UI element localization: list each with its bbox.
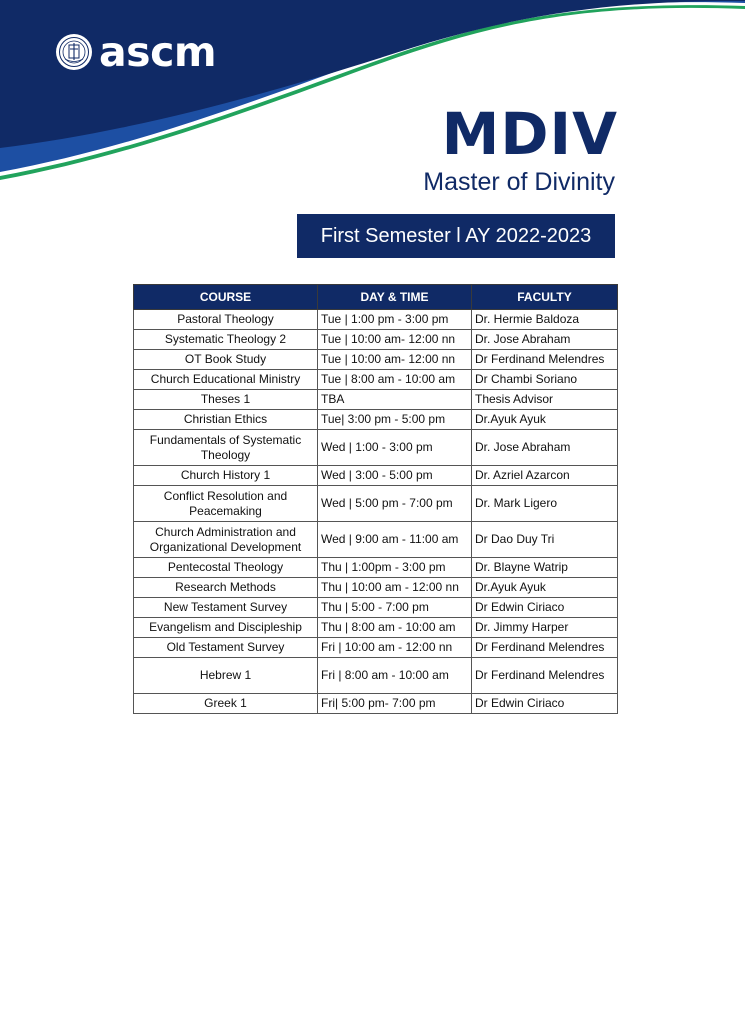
table-row	[134, 410, 618, 430]
time-cell: Thu | 1:00pm - 3:00 pm	[318, 558, 472, 578]
course-cell: Evangelism and Discipleship	[134, 618, 318, 638]
faculty-cell: Dr Ferdinand Melendres	[472, 638, 618, 658]
faculty-cell: Dr Edwin Ciriaco	[472, 694, 618, 714]
table-row	[134, 578, 618, 598]
course-cell: Systematic Theology 2	[134, 330, 318, 350]
course-cell: Research Methods	[134, 578, 318, 598]
faculty-cell: Thesis Advisor	[472, 390, 618, 410]
time-cell: TBA	[318, 390, 472, 410]
faculty-cell: Dr. Blayne Watrip	[472, 558, 618, 578]
table-row	[134, 466, 618, 486]
time-cell: Tue | 1:00 pm - 3:00 pm	[318, 310, 472, 330]
faculty-cell: Dr. Mark Ligero	[472, 486, 618, 522]
course-cell: Conflict Resolution and Peacemaking	[134, 486, 318, 522]
course-cell: Hebrew 1	[134, 658, 318, 694]
time-cell: Tue | 10:00 am- 12:00 nn	[318, 350, 472, 370]
faculty-cell: Dr. Hermie Baldoza	[472, 310, 618, 330]
time-cell: Wed | 5:00 pm - 7:00 pm	[318, 486, 472, 522]
table-row	[134, 430, 618, 466]
table-row	[134, 310, 618, 330]
table-row	[134, 618, 618, 638]
faculty-cell: Dr Edwin Ciriaco	[472, 598, 618, 618]
time-cell: Tue | 10:00 am- 12:00 nn	[318, 330, 472, 350]
time-cell: Tue | 8:00 am - 10:00 am	[318, 370, 472, 390]
time-cell: Fri | 10:00 am - 12:00 nn	[318, 638, 472, 658]
header-day-time: DAY & TIME	[318, 285, 472, 310]
table-row	[134, 638, 618, 658]
header-course: COURSE	[134, 285, 318, 310]
course-cell: New Testament Survey	[134, 598, 318, 618]
table-row	[134, 694, 618, 714]
table-row	[134, 598, 618, 618]
faculty-cell: Dr Chambi Soriano	[472, 370, 618, 390]
table-header-row	[134, 285, 618, 310]
time-cell: Wed | 9:00 am - 11:00 am	[318, 522, 472, 558]
course-cell: Pentecostal Theology	[134, 558, 318, 578]
table-row	[134, 522, 618, 558]
time-cell: Thu | 5:00 - 7:00 pm	[318, 598, 472, 618]
faculty-cell: Dr Ferdinand Melendres	[472, 350, 618, 370]
faculty-cell: Dr. Azriel Azarcon	[472, 466, 618, 486]
table-row	[134, 350, 618, 370]
course-cell: Fundamentals of Systematic Theology	[134, 430, 318, 466]
course-cell: Church History 1	[134, 466, 318, 486]
course-cell: OT Book Study	[134, 350, 318, 370]
table-row	[134, 330, 618, 350]
course-cell: Church Administration and Organizational Development	[134, 522, 318, 558]
faculty-cell: Dr. Jose Abraham	[472, 330, 618, 350]
course-cell: Theses 1	[134, 390, 318, 410]
faculty-cell: Dr. Jose Abraham	[472, 430, 618, 466]
semester-label: First Semester l AY 2022-2023	[320, 224, 592, 247]
course-cell: Pastoral Theology	[134, 310, 318, 330]
table-row	[134, 658, 618, 694]
schedule-table	[133, 284, 618, 714]
course-cell: Greek 1	[134, 694, 318, 714]
semester-banner	[297, 214, 615, 258]
ascm-logo	[55, 28, 217, 76]
course-cell: Christian Ethics	[134, 410, 318, 430]
time-cell: Fri| 5:00 pm- 7:00 pm	[318, 694, 472, 714]
faculty-cell: Dr. Jimmy Harper	[472, 618, 618, 638]
seal-icon	[55, 33, 93, 71]
table-row	[134, 486, 618, 522]
program-name: Master of Divinity	[423, 168, 615, 196]
header-faculty: FACULTY	[472, 285, 618, 310]
faculty-cell: Dr.Ayuk Ayuk	[472, 410, 618, 430]
faculty-cell: Dr.Ayuk Ayuk	[472, 578, 618, 598]
time-cell: Thu | 10:00 am - 12:00 nn	[318, 578, 472, 598]
table-row	[134, 390, 618, 410]
time-cell: Thu | 8:00 am - 10:00 am	[318, 618, 472, 638]
brand-name: ascm	[99, 28, 217, 76]
program-code: MDIV	[441, 100, 618, 168]
time-cell: Fri | 8:00 am - 10:00 am	[318, 658, 472, 694]
faculty-cell: Dr Dao Duy Tri	[472, 522, 618, 558]
course-cell: Church Educational Ministry	[134, 370, 318, 390]
faculty-cell: Dr Ferdinand Melendres	[472, 658, 618, 694]
course-cell: Old Testament Survey	[134, 638, 318, 658]
table-row	[134, 370, 618, 390]
time-cell: Wed | 1:00 - 3:00 pm	[318, 430, 472, 466]
time-cell: Wed | 3:00 - 5:00 pm	[318, 466, 472, 486]
table-row	[134, 558, 618, 578]
time-cell: Tue| 3:00 pm - 5:00 pm	[318, 410, 472, 430]
